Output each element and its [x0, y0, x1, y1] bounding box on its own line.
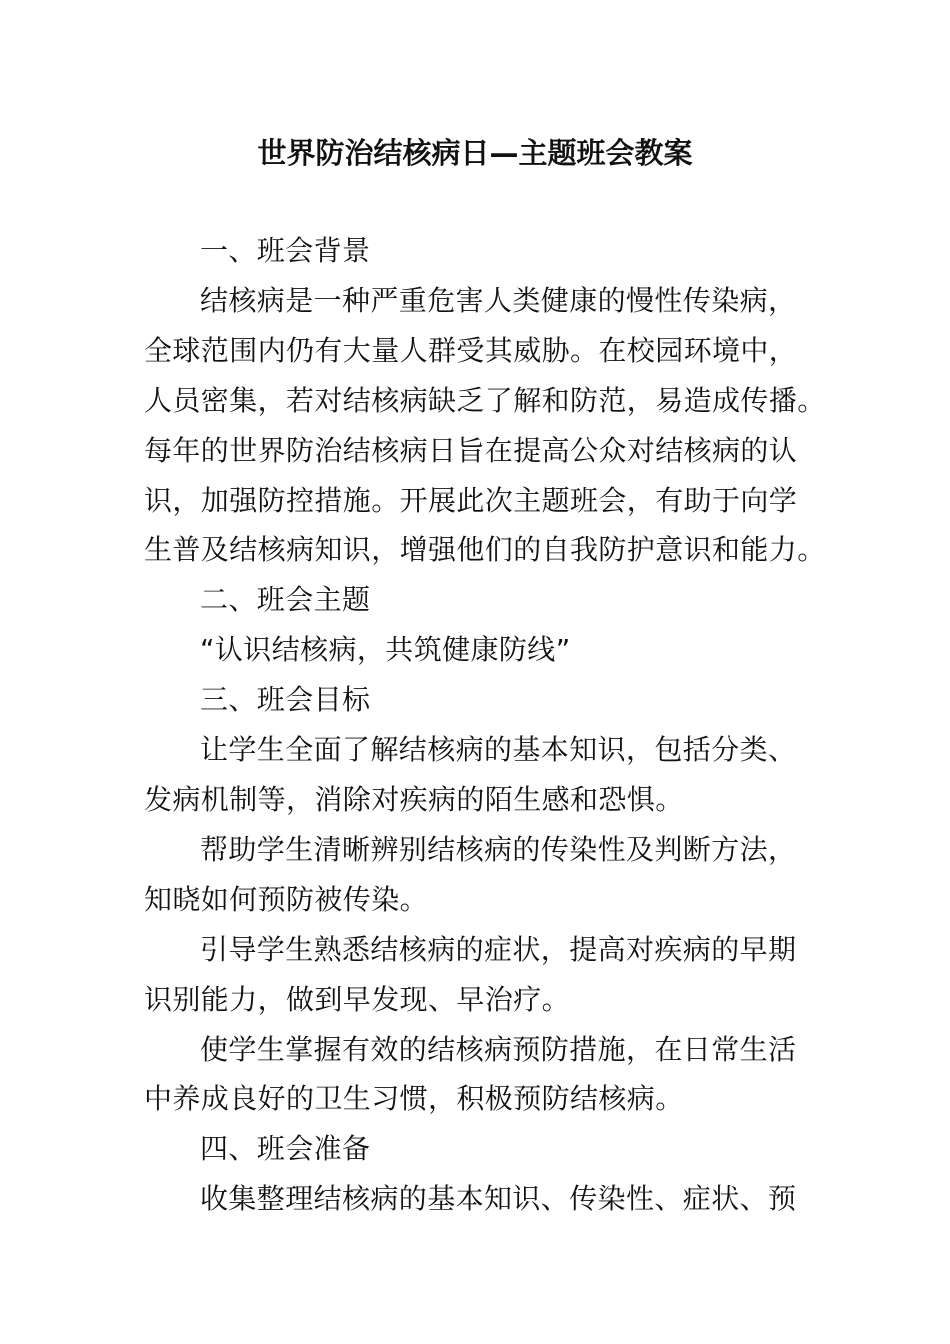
text-line: “认识结核病，共筑健康防线” — [200, 633, 571, 667]
text-line: 每年的世界防治结核病日旨在提高公众对结核病的认 — [144, 433, 798, 467]
text-line: 让学生全面了解结核病的基本知识，包括分类、 — [200, 733, 797, 767]
text-line: 收集整理结核病的基本知识、传染性、症状、预 — [200, 1182, 797, 1216]
section-heading-theme: 二、班会主题 — [200, 583, 371, 617]
text-line: 中养成良好的卫生习惯，积极预防结核病。 — [144, 1082, 684, 1116]
section-heading-preparation: 四、班会准备 — [200, 1132, 371, 1166]
text-line: 使学生掌握有效的结核病预防措施，在日常生活 — [200, 1032, 797, 1066]
goals-paragraph-1 — [144, 725, 810, 825]
text-line: 识，加强防控措施。开展此次主题班会，有助于向学 — [144, 483, 798, 517]
text-line: 识别能力，做到早发现、早治疗。 — [144, 982, 571, 1016]
text-line: 结核病是一种严重危害人类健康的慢性传染病， — [200, 283, 797, 317]
text-line: 全球范围内仍有大量人群受其威胁。在校园环境中， — [144, 333, 798, 367]
text-line: 帮助学生清晰辨别结核病的传染性及判断方法， — [200, 832, 797, 866]
text-line: 发病机制等，消除对疾病的陌生感和恐惧。 — [144, 782, 684, 816]
section-heading-goals: 三、班会目标 — [200, 683, 371, 717]
document-body — [144, 226, 826, 1224]
background-paragraph — [144, 276, 826, 575]
text-line: 人员密集，若对结核病缺乏了解和防范，易造成传播。 — [144, 383, 826, 417]
section-heading-background: 一、班会背景 — [200, 234, 371, 267]
goals-paragraph-4 — [144, 1025, 810, 1125]
goals-paragraph-3 — [144, 925, 810, 1025]
preparation-paragraph — [144, 1174, 810, 1224]
text-line: 知晓如何预防被传染。 — [144, 882, 429, 916]
theme-paragraph — [144, 625, 810, 675]
text-line: 引导学生熟悉结核病的症状，提高对疾病的早期 — [200, 932, 797, 966]
goals-paragraph-2 — [144, 825, 810, 925]
document-title: 世界防治结核病日—主题班会教案 — [257, 136, 693, 170]
text-line: 生普及结核病知识，增强他们的自我防护意识和能力。 — [144, 533, 826, 567]
